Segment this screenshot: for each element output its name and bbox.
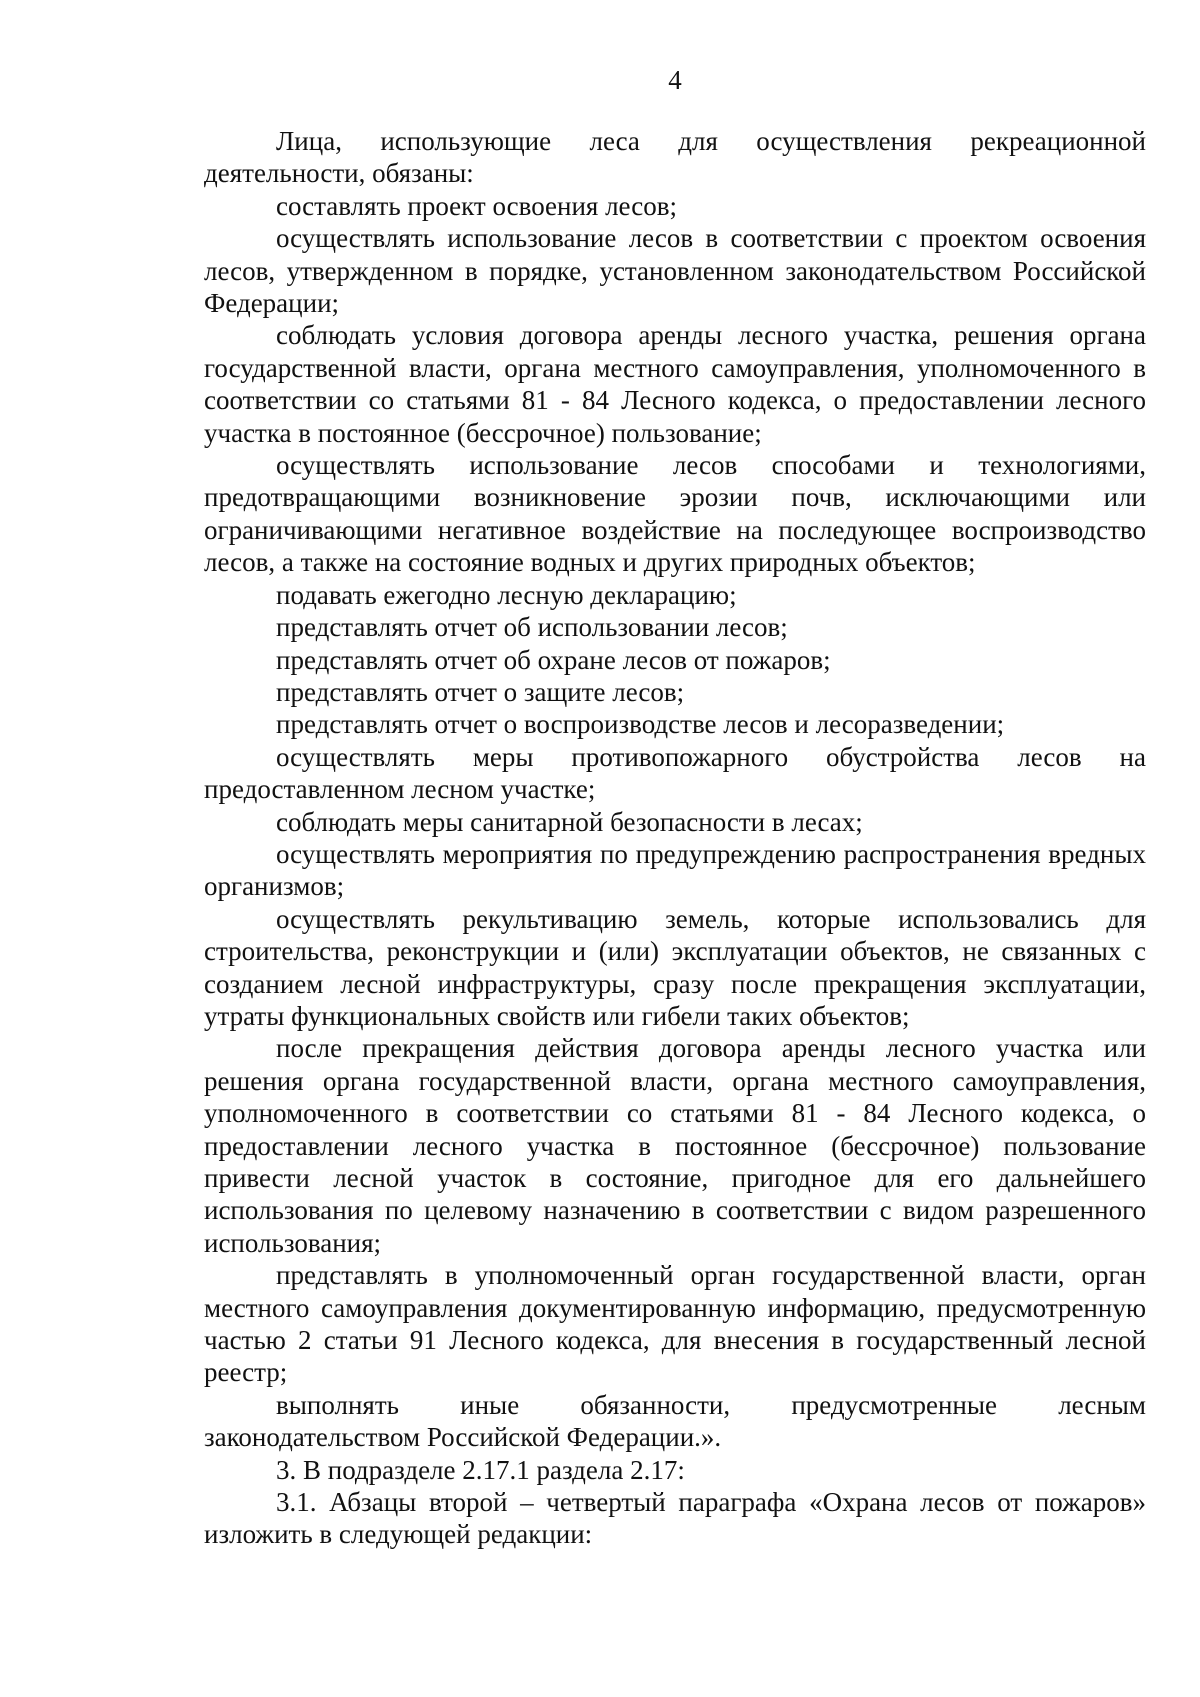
paragraph-item: соблюдать меры санитарной безопасности в лесах; [276, 806, 863, 837]
paragraph-item: представлять отчет о защите лесов; [276, 676, 685, 707]
paragraph-item: осуществлять использование лесов способами и технологиями, предотвращающими возникновение эрозии почв, исключающими или ограничивающими негативное воздействие на последующее воспроизводство лесов, а также на состояние водных и других природных объектов; [204, 450, 1146, 578]
paragraph-intro: Лица, использующие леса для осуществления рекреационной деятельности, обязаны: [204, 126, 1146, 189]
paragraph-item: представлять отчет об использовании лесов; [276, 612, 788, 643]
paragraph-item: подавать ежегодно лесную декларацию; [276, 579, 737, 610]
paragraph-item: осуществлять рекультивацию земель, которые использовались для строительства, реконструкции и (или) эксплуатации объектов, не связанных с созданием лесной инфраструктуры, сразу после прекращения эксплуатации, утраты функциональных свойств или гибели таких объектов; [204, 903, 1146, 1031]
paragraph-item: представлять отчет о воспроизводстве лесов и лесоразведении; [276, 709, 1005, 740]
paragraph-item: представлять в уполномоченный орган государственной власти, орган местного самоуправления документированную информацию, предусмотренную частью 2 статьи 91 Лесного кодекса, для внесения в государственный лесной реестр; [204, 1260, 1146, 1388]
paragraph-item: выполнять иные обязанности, предусмотренные лесным законодательством Российской Федерации.». [204, 1389, 1146, 1453]
paragraph-item: соблюдать условия договора аренды лесного участка, решения органа государственной власти, органа местного самоуправления, уполномоченного в соответствии со статьями 81 - 84 Лесного кодекса, о предоставлении лесного участка в постоянное (бессрочное) пользование; [204, 320, 1146, 448]
paragraph-item: осуществлять использование лесов в соответствии с проектом освоения лесов, утвержденном в порядке, установленном законодательством Российской Федерации; [204, 223, 1146, 319]
paragraph-subsection: 3.1. Абзацы второй – четвертый параграфа «Охрана лесов от пожаров» изложить в следующей редакции: [204, 1487, 1146, 1550]
document-body [204, 125, 1146, 1551]
paragraph-item: осуществлять меры противопожарного обустройства лесов на предоставленном лесном участке; [204, 741, 1146, 805]
paragraph-item: осуществлять мероприятия по предупреждению распространения вредных организмов; [204, 838, 1146, 902]
page-number: 4 [668, 65, 682, 95]
paragraph-item: представлять отчет об охране лесов от пожаров; [276, 644, 831, 675]
paragraph-item: после прекращения действия договора аренды лесного участка или решения органа государственной власти, органа местного самоуправления, уполномоченного в соответствии со статьями 81 - 84 Лесного кодекса, о предоставлении лесного участка в постоянное (бессрочное) пользование привести лесной участок в состояние, пригодное для его дальнейшего использования по целевому назначению в соответствии с видом разрешенного использования; [204, 1033, 1146, 1258]
paragraph-section-heading: 3. В подразделе 2.17.1 раздела 2.17: [276, 1454, 685, 1485]
paragraph-item: составлять проект освоения лесов; [276, 190, 677, 221]
